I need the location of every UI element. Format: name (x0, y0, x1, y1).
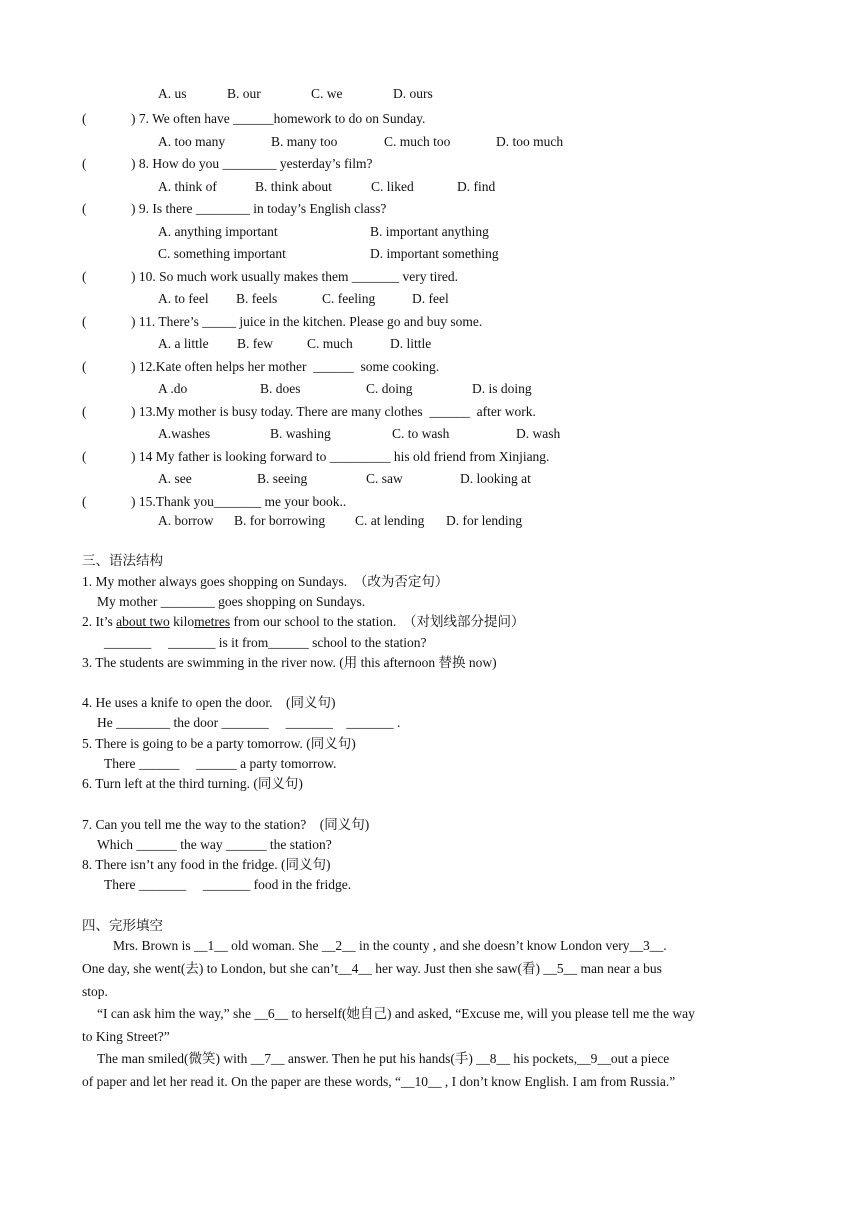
question-stem: ) 14 My father is looking forward to _________ his old friend from Xinjiang. (131, 449, 550, 464)
question-stem: ) 15.Thank you_______ me your book.. (131, 494, 347, 509)
grammar-question: 5. There is going to be a party tomorrow. (同义句) (82, 736, 356, 751)
grammar-question (82, 614, 525, 630)
answer-option: D. little (390, 336, 432, 351)
cloze-text: to King Street?” (82, 1029, 170, 1044)
cloze-text: old woman. She (227, 938, 322, 953)
cloze-text: her way. Just then she saw(看) (371, 961, 544, 976)
cloze-text: stop. (82, 984, 108, 999)
underlined-phrase: metres (194, 614, 231, 629)
grammar-question: 4. He uses a knife to open the door. (同义句) (82, 695, 336, 710)
cloze-line (82, 1074, 675, 1090)
answer-paren: ( (82, 314, 87, 329)
q6-option: B. our (227, 86, 261, 101)
cloze-text: answer. Then he put his hands(手) (284, 1051, 477, 1066)
question-stem: ) 11. There’s _____ juice in the kitchen. Please go and buy some. (131, 314, 483, 329)
cloze-text: out a piece (610, 1051, 670, 1066)
answer-option: C. feeling (322, 291, 376, 306)
cloze-line (97, 1051, 669, 1067)
answer-option: D. is doing (472, 381, 532, 396)
cloze-blank: __10__ (400, 1074, 442, 1089)
q6-option: D. ours (393, 86, 433, 101)
answer-option: C. much (307, 336, 353, 351)
cloze-text: The man smiled(微笑) with (97, 1051, 251, 1066)
cloze-blank: __6__ (254, 1006, 289, 1021)
cloze-blank: __3__ (629, 938, 664, 953)
question-stem: ) 13.My mother is busy today. There are many clothes ______ after work. (131, 404, 536, 419)
cloze-text: in the county , and she doesn’t know London very (355, 938, 630, 953)
answer-option: B. important anything (370, 224, 489, 239)
answer-paren: ( (82, 494, 87, 509)
answer-option: C. something important (158, 246, 286, 261)
grammar-question: 3. The students are swimming in the river now. (用 this afternoon 替换 now) (82, 655, 497, 670)
answer-paren: ( (82, 269, 87, 284)
answer-option: B. does (260, 381, 301, 396)
answer-option: D. too much (496, 134, 564, 149)
answer-paren: ( (82, 449, 87, 464)
answer-option: B. for borrowing (234, 513, 326, 528)
answer-option: B. washing (270, 426, 331, 441)
answer-option: C. much too (384, 134, 451, 149)
cloze-blank: __7__ (250, 1051, 285, 1066)
answer-option: A. think of (158, 179, 217, 194)
answer-option: B. seeing (257, 471, 308, 486)
answer-option: A. to feel (158, 291, 209, 306)
answer-option: B. few (237, 336, 273, 351)
answer-option: C. at lending (355, 513, 425, 528)
answer-option: B. think about (255, 179, 332, 194)
question-stem: ) 12.Kate often helps her mother ______ some cooking. (131, 359, 440, 374)
answer-option: C. liked (371, 179, 414, 194)
section-title: 四、完形填空 (82, 918, 163, 933)
cloze-text: , I don’t know English. I am from Russia.” (441, 1074, 676, 1089)
cloze-text: . (663, 938, 667, 953)
question-text: 2. It’s (82, 614, 117, 629)
cloze-text: One day, she went(去) to London, but she can’t (82, 961, 339, 976)
grammar-answer-line: My mother ________ goes shopping on Sundays. (97, 594, 366, 609)
question-stem: ) 7. We often have ______homework to do on Sunday. (131, 111, 426, 126)
answer-paren: ( (82, 111, 87, 126)
cloze-text: to herself(她自己) and asked, “Excuse me, will you please tell me the way (288, 1006, 695, 1021)
grammar-answer-line: There _______ _______ food in the fridge. (104, 877, 352, 892)
question-text: kilo (169, 614, 195, 629)
cloze-blank: __1__ (194, 938, 228, 953)
answer-option: C. saw (366, 471, 403, 486)
cloze-line (97, 1006, 695, 1022)
answer-option: D. find (457, 179, 496, 194)
cloze-blank: __2__ (321, 938, 356, 953)
grammar-answer-line: _______ _______ is it from______ school to the station? (104, 635, 427, 650)
grammar-answer-line: Which ______ the way ______ the station? (97, 837, 332, 852)
cloze-text: man near a bus (577, 961, 662, 976)
answer-paren: ( (82, 359, 87, 374)
answer-paren: ( (82, 404, 87, 419)
grammar-answer-line: He ________ the door _______ _______ _______ . (97, 715, 401, 730)
question-stem: ) 9. Is there ________ in today’s English class? (131, 201, 387, 216)
answer-option: D. important something (370, 246, 499, 261)
grammar-question: 1. My mother always goes shopping on Sundays. （改为否定句） (82, 574, 449, 589)
cloze-text: of paper and let her read it. On the paper are these words, “ (82, 1074, 401, 1089)
grammar-answer-line: There ______ ______ a party tomorrow. (104, 756, 337, 771)
answer-option: A. a little (158, 336, 209, 351)
cloze-line (113, 938, 667, 954)
q6-option: C. we (311, 86, 343, 101)
answer-option: A. anything important (158, 224, 278, 239)
answer-option: A. too many (158, 134, 226, 149)
question-stem: ) 10. So much work usually makes them _______ very tired. (131, 269, 458, 284)
answer-option: A. borrow (158, 513, 214, 528)
question-text: from our school to the station. （对划线部分提问） (230, 614, 525, 629)
section-title: 三、语法结构 (82, 553, 163, 568)
q6-option: A. us (158, 86, 187, 101)
cloze-line (82, 984, 108, 1000)
grammar-question: 7. Can you tell me the way to the station? (同义句) (82, 817, 370, 832)
answer-paren: ( (82, 201, 87, 216)
answer-option: C. to wash (392, 426, 450, 441)
answer-option: B. many too (271, 134, 338, 149)
grammar-question: 6. Turn left at the third turning. (同义句) (82, 776, 303, 791)
grammar-question: 8. There isn’t any food in the fridge. (同义句) (82, 857, 331, 872)
answer-option: D. for lending (446, 513, 523, 528)
cloze-blank: __8__ (476, 1051, 510, 1066)
cloze-text: Mrs. Brown is (113, 938, 195, 953)
answer-option: A.washes (158, 426, 211, 441)
answer-paren: ( (82, 156, 87, 171)
answer-option: D. looking at (460, 471, 531, 486)
question-stem: ) 8. How do you ________ yesterday’s film? (131, 156, 373, 171)
cloze-line (82, 961, 662, 977)
answer-option: C. doing (366, 381, 413, 396)
underlined-phrase: about two (116, 614, 170, 629)
cloze-blank: __9__ (577, 1051, 611, 1066)
cloze-blank: __4__ (338, 961, 372, 976)
cloze-text: “I can ask him the way,” she (97, 1006, 255, 1021)
answer-option: D. wash (516, 426, 561, 441)
answer-option: B. feels (236, 291, 278, 306)
answer-option: D. feel (412, 291, 449, 306)
cloze-line (82, 1029, 170, 1045)
cloze-blank: __5__ (543, 961, 578, 976)
answer-option: A. see (158, 471, 192, 486)
answer-option: A .do (158, 381, 188, 396)
cloze-text: his pockets, (509, 1051, 578, 1066)
